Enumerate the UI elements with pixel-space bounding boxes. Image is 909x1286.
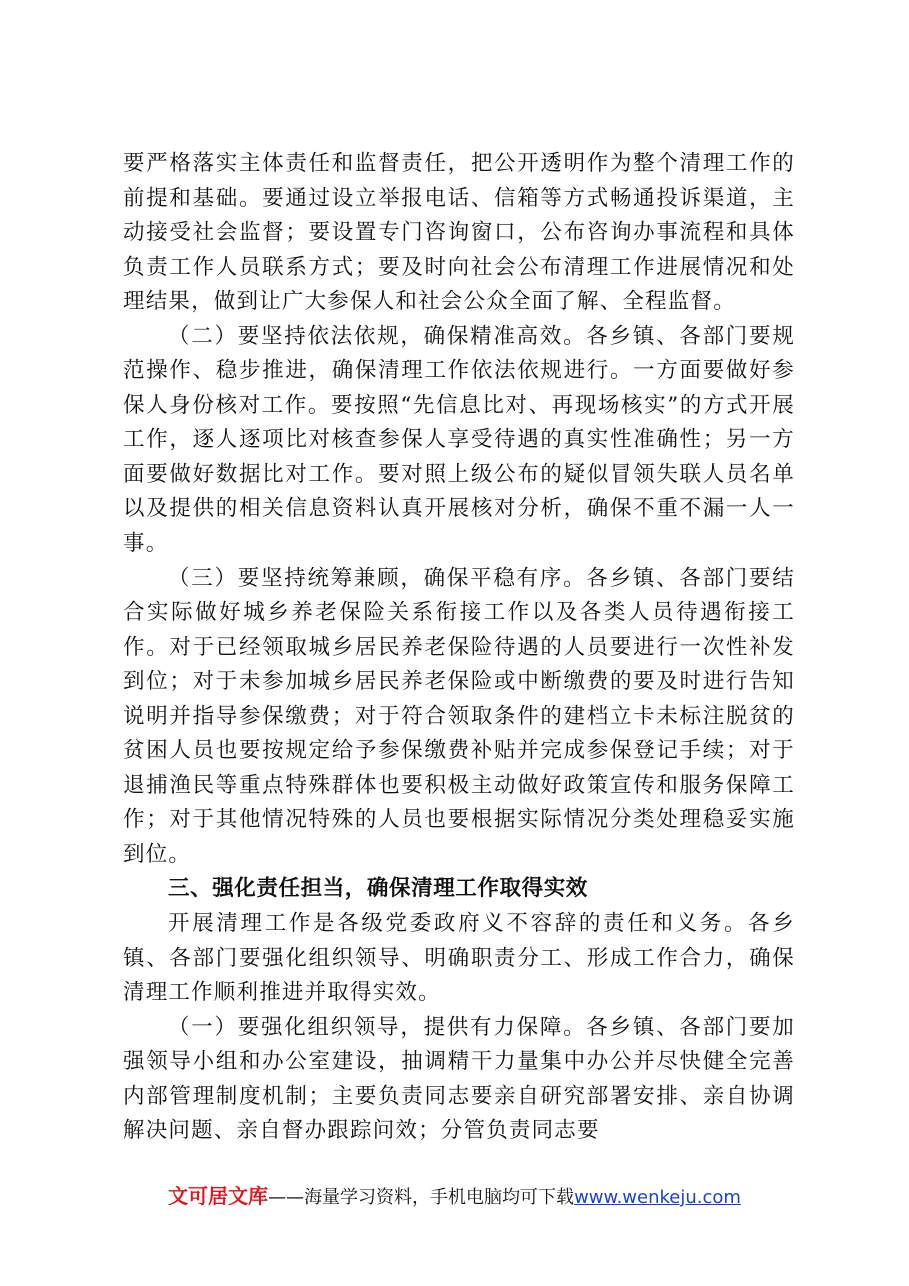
paragraph-section-intro: 开展清理工作是各级党委政府义不容辞的责任和义务。各乡镇、各部门要强化组织领导、明确职责分工、形成工作合力，确保清理工作顺利推进并取得实效。 xyxy=(123,911,795,1006)
document-body xyxy=(123,147,795,1149)
footer-website-link[interactable]: www.wenkeju.com xyxy=(574,1187,741,1208)
footer-banner xyxy=(0,1183,909,1211)
paragraph-continuation: 要严格落实主体责任和监督责任，把公开透明作为整个清理工作的前提和基础。要通过设立举报电话、信箱等方式畅通投诉渠道，主动接受社会监督；要设置专门咨询窗口，公布咨询办事流程和具体负责工作人员联系方式；要及时向社会公布清理工作进展情况和处理结果，做到让广大参保人和社会公众全面了解、全程监督。 xyxy=(123,151,795,315)
paragraph-item-1: （一）要强化组织领导，提供有力保障。各乡镇、各部门要加强领导小组和办公室建设，抽调精干力量集中办公并尽快健全完善内部管理制度机制；主要负责同志要亲自研究部署安排、亲自协调解决问题、亲自督办跟踪问效；分管负责同志要 xyxy=(123,1014,795,1144)
paragraph-item-2: （二）要坚持依法依规，确保精准高效。各乡镇、各部门要规范操作、稳步推进，确保清理工作依法依规进行。一方面要做好参保人身份核对工作。要按照“先信息比对、再现场核实”的方式开展工作，逐人逐项比对核查参保人享受待遇的真实性准确性；另一方面要做好数据比对工作。要对照上级公布的疑似冒领失联人员名单以及提供的相关信息资料认真开展核对分析，确保不重不漏一人一事。 xyxy=(123,323,795,557)
footer-brand: 文可居文库 xyxy=(168,1184,269,1208)
section-heading-3: 三、强化责任担当，确保清理工作取得实效 xyxy=(168,876,588,902)
paragraph-item-3: （三）要坚持统筹兼顾，确保平稳有序。各乡镇、各部门要结合实际做好城乡养老保险关系衔接工作以及各类人员待遇衔接工作。对于已经领取城乡居民养老保险待遇的人员要进行一次性补发到位；对于未参加城乡居民养老保险或中断缴费的要及时进行告知说明并指导参保缴费；对于符合领取条件的建档立卡未标注脱贫的贫困人员也要按规定给予参保缴费补贴并完成参保登记手续；对于退捕渔民等重点特殊群体也要积极主动做好政策宣传和服务保障工作；对于其他情况特殊的人员也要根据实际情况分类处理稳妥实施到位。 xyxy=(123,565,795,867)
footer-tagline: ——海量学习资料，手机电脑均可下载 xyxy=(268,1187,575,1208)
